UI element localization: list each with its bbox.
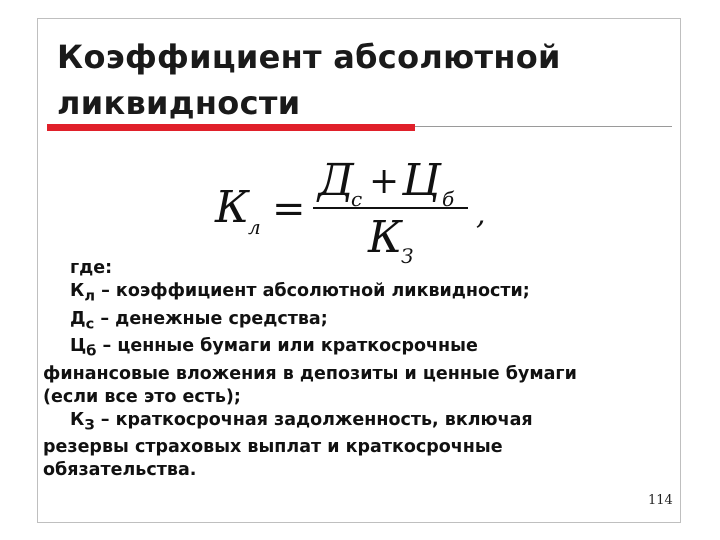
kz-subscript: З (84, 416, 95, 433)
numerator-c: Ц (402, 155, 441, 206)
page-number: 114 (648, 493, 673, 508)
kl-description: – коэффициент абсолютной ликвидности; (95, 281, 530, 301)
cb-description: – ценные бумаги или краткосрочные (96, 336, 478, 356)
ds-description: – денежные средства; (94, 308, 328, 329)
formula-equals: = (272, 186, 306, 232)
formula-lhs: К (215, 182, 250, 233)
ds-subscript: с (85, 315, 95, 332)
legend-text (43, 257, 673, 482)
cb-subscript: б (86, 342, 97, 360)
title-line-2: ликвидности (57, 84, 301, 122)
ds-symbol: Д (70, 308, 86, 329)
formula (210, 150, 510, 270)
legend-cb-line3: (если все это есть); (43, 386, 241, 407)
numerator-d: Д (318, 155, 354, 206)
title-accent-bar (47, 124, 415, 131)
denominator-k: К (368, 212, 403, 263)
formula-comma: , (476, 197, 486, 232)
kz-description: – краткосрочная задолженность, включая (94, 409, 533, 430)
legend-kz-line2: резервы страховых выплат и краткосрочные (43, 437, 503, 457)
numerator-c-sub: б (442, 187, 455, 211)
kl-subscript: л (84, 287, 95, 305)
legend-cb-line2: финансовые вложения в депозиты и ценные бумаги (43, 363, 577, 384)
slide-title (57, 34, 657, 126)
legend-kz-line3: обязательства. (43, 460, 197, 480)
denominator-k-sub: З (401, 244, 414, 268)
legend-where: где: (70, 258, 113, 278)
numerator-plus: + (369, 161, 400, 202)
legend-kz (43, 409, 673, 437)
formula-lhs-sub: л (248, 215, 261, 239)
numerator-d-sub: с (351, 187, 363, 211)
title-line-1: Коэффициент абсолютной (57, 38, 561, 76)
kz-symbol: К (70, 409, 85, 430)
legend-cb (43, 335, 673, 363)
legend-ds (43, 308, 673, 336)
legend-kl (43, 280, 673, 308)
cb-symbol: Ц (70, 336, 87, 356)
kl-symbol: К (70, 281, 85, 301)
